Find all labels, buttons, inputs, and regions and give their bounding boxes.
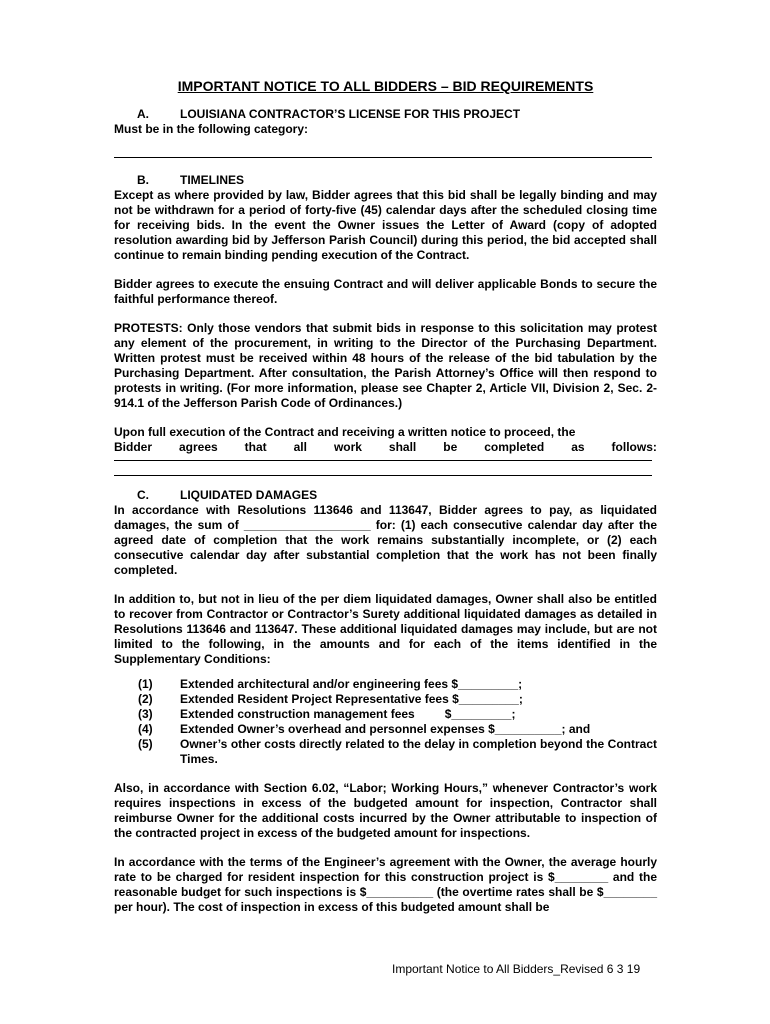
list-item [114, 677, 657, 692]
document-page [114, 78, 657, 915]
completion-word: all [293, 440, 307, 454]
section-a-text: Must be in the following category: [114, 122, 309, 136]
completion-word: Bidder [114, 440, 153, 454]
list-item-number: (5) [138, 737, 153, 751]
license-category-line [114, 157, 652, 158]
completion-paragraph-line1: Upon full execution of the Contract and receiving a written notice to proceed, the [114, 425, 576, 439]
section-a-heading: LOUISIANA CONTRACTOR’S LICENSE FOR THIS PROJECT [180, 107, 521, 121]
list-item-text: Extended construction management fees $_________; [180, 707, 516, 721]
list-item [114, 707, 657, 722]
list-item-text: Extended architectural and/or engineering fees $_________; [180, 677, 523, 691]
section-c-heading: LIQUIDATED DAMAGES [180, 488, 318, 502]
completion-word: work [333, 440, 362, 454]
list-item-number: (1) [138, 677, 153, 691]
completion-word: completed [484, 440, 545, 454]
list-item-text: Extended Resident Project Representative fees $_________; [180, 692, 523, 706]
section-a-header [114, 107, 657, 122]
liquidated-damages-paragraph: In accordance with Resolutions 113646 and 113647, Bidder agrees to pay, as liquidated damages, the sum of ___________________ for: (1) each consecutive calendar day after the agreed date of completion that the work remains substantially incomplete, or (2) each consecutive calendar day after substantial completion that the work has not been finally completed. [114, 503, 657, 577]
list-item [114, 692, 657, 707]
completion-paragraph-line2 [114, 440, 657, 455]
inspection-costs-paragraph: Also, in accordance with Section 6.02, “Labor; Working Hours,” whenever Contractor’s work requires inspections in excess of the budgeted amount for inspection, Contractor shall reimburse Owner for the additional costs incurred by the Owner attributable to inspection of the contracted project in excess of the budgeted amount for inspections. [114, 781, 657, 840]
completion-word: be [443, 440, 458, 454]
page-title: IMPORTANT NOTICE TO ALL BIDDERS – BID REQUIREMENTS [177, 78, 594, 94]
list-item-number: (4) [138, 722, 153, 736]
list-item [114, 722, 657, 737]
additional-damages-paragraph: In addition to, but not in lieu of the per diem liquidated damages, Owner shall also be entitled to recover from Contractor or Contractor’s Surety additional liquidated damages as detailed in Resolutions 113646 and 113647. These additional liquidated damages may include, but are not limited to the following, in the amounts and for each of the items identified in the Supplementary Conditions: [114, 592, 657, 666]
list-item-text: Owner’s other costs directly related to the delay in completion beyond the Contract Times. [180, 737, 657, 766]
completion-word: shall [388, 440, 417, 454]
section-c-header [114, 488, 657, 503]
list-item-number: (3) [138, 707, 153, 721]
section-b-header [114, 173, 657, 188]
completion-word: as [571, 440, 585, 454]
section-b-heading: TIMELINES [180, 173, 245, 187]
list-item-number: (2) [138, 692, 153, 706]
list-item-text: Extended Owner’s overhead and personnel expenses $__________; and [180, 722, 591, 736]
completion-blank-line-2 [114, 475, 652, 476]
protests-paragraph: PROTESTS: Only those vendors that submit bids in response to this solicitation may protest any element of the procurement, in writing to the Director of the Purchasing Department. Written protest must be received within 48 hours of the release of the bid tabulation by the Purchasing Department. After consultation, the Parish Attorney’s Office will then respond to protests in writing. (For more information, please see Chapter 2, Article VII, Division 2, Sec. 2-914.1 of the Jefferson Parish Code of Ordinances.) [114, 321, 657, 410]
completion-word: agrees [178, 440, 218, 454]
damages-list [114, 677, 657, 767]
completion-word: that [244, 440, 267, 454]
section-c-letter: C. [137, 488, 149, 502]
section-b-letter: B. [137, 173, 149, 187]
bonds-paragraph: Bidder agrees to execute the ensuing Contract and will deliver applicable Bonds to secure the faithful performance thereof. [114, 277, 657, 306]
timelines-paragraph: Except as where provided by law, Bidder agrees that this bid shall be legally binding and may not be withdrawn for a period of forty-five (45) calendar days after the scheduled closing time for receiving bids. In the event the Owner issues the Letter of Award (copy of adopted resolution awarding bid by Jefferson Parish Council) during this period, the bid accepted shall continue to remain binding pending execution of the Contract. [114, 188, 657, 262]
hourly-rate-paragraph: In accordance with the terms of the Engineer’s agreement with the Owner, the average hourly rate to be charged for resident inspection for this construction project is $________ and the reasonable budget for such inspections is $__________ (the overtime rates shall be $________ per hour). The cost of inspection in excess of this budgeted amount shall be [114, 855, 657, 914]
completion-blank-line-1 [114, 460, 652, 461]
page-footer: Important Notice to All Bidders_Revised 6 3 19 [392, 962, 641, 976]
list-item [114, 737, 657, 767]
completion-word: follows: [611, 440, 657, 454]
section-a-letter: A. [137, 107, 149, 121]
